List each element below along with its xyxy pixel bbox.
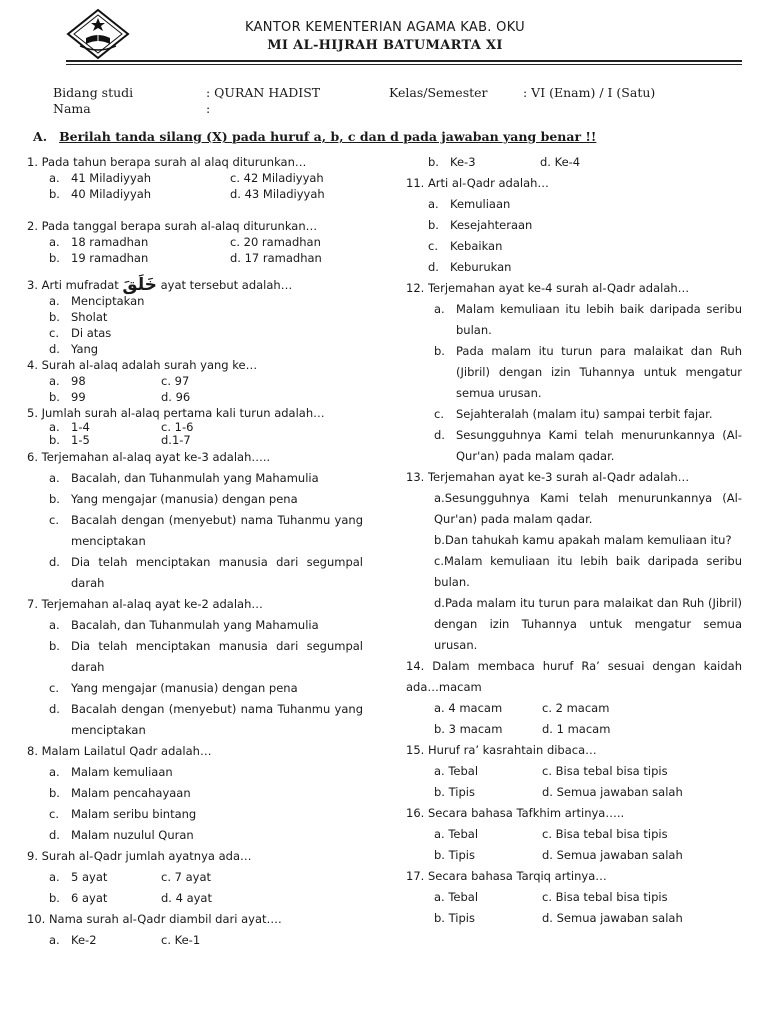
question-text: 10. Nama surah al-Qadr diambil dari ayat…. [27,912,282,926]
option-d[interactable]: d. Semua jawaban salah [542,848,683,862]
subject-value: : QURAN HADIST [206,85,321,100]
option-d[interactable]: d. Dia telah menciptakan manusia dari segumpal darah [49,555,363,590]
question-text: 7. Terjemahan al-alaq ayat ke-2 adalah… [27,597,263,611]
option-a[interactable]: a. 5 ayat [49,870,108,884]
option-a[interactable]: a. Tebal [434,827,479,841]
question-4 [27,357,363,405]
arabic-word: خَلَقَ [122,275,157,295]
option-b[interactable]: b. Pada malam itu turun para malaikat dan Ruh (Jibril) dengan izin Tuhannya untuk mengatur semua urusan. [434,344,742,400]
question-9 [27,846,363,909]
option-b[interactable]: b. 19 ramadhan [49,251,149,265]
question-text: 5. Jumlah surah al-alaq pertama kali turun adalah… [27,406,325,420]
option-a[interactable]: a. Tebal [434,764,479,778]
option-d[interactable]: d. Bacalah dengan (menyebut) nama Tuhanmu yang menciptakan [49,702,363,737]
question-11 [406,173,742,278]
option-d[interactable]: d. 43 Miladiyyah [230,187,325,201]
option-b[interactable]: b. Ke-3 [428,155,476,169]
question-text: 2. Pada tanggal berapa surah al-alaq diturunkan… [27,219,318,233]
school-name: MI AL-HIJRAH BATUMARTA XI [267,38,503,53]
option-c[interactable]: c. 97 [161,374,190,388]
option-c[interactable]: c. 7 ayat [161,870,212,884]
question-text: 9. Surah al-Qadr jumlah ayatnya ada… [27,849,252,863]
option-a[interactable]: a. Bacalah, dan Tuhanmulah yang Mahamulia [49,471,319,485]
question-text: 8. Malam Lailatul Qadr adalah… [27,744,212,758]
option-a[interactable]: a. Malam kemuliaan itu lebih baik daripada seribu bulan. [434,302,742,337]
option-b[interactable]: b. Malam pencahayaan [49,786,191,800]
option-d[interactable]: d.Pada malam itu turun para malaikat dan Ruh (Jibril) dengan izin Tuhannya untuk mengatur semua urusan. [434,596,742,652]
option-b[interactable]: b. Tipis [434,911,475,925]
option-b[interactable]: b. Sholat [49,310,108,324]
question-text: 17. Secara bahasa Tarqiq artinya… [406,869,607,883]
option-c[interactable]: c. Bisa tebal bisa tipis [542,827,668,841]
option-a[interactable]: a. 4 macam [434,701,503,715]
option-c[interactable]: c. Sejahteralah (malam itu) sampai terbit fajar. [434,407,713,421]
question-text: 6. Terjemahan al-alaq ayat ke-3 adalah….. [27,450,271,464]
option-a[interactable]: a. Menciptakan [49,294,145,308]
option-c[interactable]: c. 1-6 [161,420,194,434]
question-10-continued [406,154,742,170]
option-b[interactable]: b. 3 macam [434,722,503,736]
option-d[interactable]: d. Yang [49,342,99,356]
option-b[interactable]: b. Dia telah menciptakan manusia dari segumpal darah [49,639,363,674]
option-a[interactable]: a. 98 [49,374,86,388]
option-a[interactable]: a. 41 Miladiyyah [49,171,152,185]
option-c[interactable]: c. 2 macam [542,701,610,715]
option-b[interactable]: b. Tipis [434,848,475,862]
option-a[interactable]: a. 1-4 [49,420,90,434]
option-d[interactable]: d. 4 ayat [161,891,212,905]
option-d[interactable]: d. 1 macam [542,722,611,736]
option-d[interactable]: d. Semua jawaban salah [542,785,683,799]
option-b[interactable]: b. Kesejahteraan [428,218,533,232]
question-17 [406,866,742,929]
ministry-emblem-logo [64,8,132,60]
option-d[interactable]: d. Keburukan [428,260,512,274]
right-column [406,154,742,929]
question-text: 16. Secara bahasa Tafkhim artinya….. [406,806,625,820]
question-text: 11. Arti al-Qadr adalah… [406,176,549,190]
option-b[interactable]: b. 99 [49,390,86,404]
class-label: Kelas/Semester [389,85,488,100]
question-10 [27,909,363,951]
question-text: 3. Arti mufradat خَلَقَ ayat tersebut adalah… [27,275,293,295]
option-d[interactable]: d.1-7 [161,433,191,447]
option-c[interactable]: c. Bacalah dengan (menyebut) nama Tuhanmu yang menciptakan [49,513,363,548]
option-b[interactable]: b. 6 ayat [49,891,108,905]
option-b[interactable]: b.Dan tahukah kamu apakah malam kemuliaan itu? [434,533,732,547]
option-d[interactable]: d. Sesungguhnya Kami telah menurunkannya (Al-Qur'an) pada malam qadar. [434,428,742,463]
option-d[interactable]: d. Ke-4 [540,155,581,169]
question-16 [406,803,742,866]
option-c[interactable]: c. Bisa tebal bisa tipis [542,890,668,904]
question-6 [27,447,363,594]
option-d[interactable]: d. 17 ramadhan [230,251,322,265]
option-c[interactable]: c. Di atas [49,326,112,340]
question-2 [27,218,363,266]
question-1 [27,154,363,202]
option-c[interactable]: c. 20 ramadhan [230,235,321,249]
option-a[interactable]: a. Malam kemuliaan [49,765,173,779]
question-text: 15. Huruf ra’ kasrahtain dibaca… [406,743,597,757]
option-d[interactable]: d. 96 [161,390,191,404]
question-12 [406,278,742,467]
class-value: : VI (Enam) / I (Satu) [523,85,656,100]
name-label: Nama [53,101,91,116]
header-rule-thin [66,64,742,65]
option-a[interactable]: a.Sesungguhnya Kami telah menurunkannya (Al-Qur'an) pada malam qadar. [434,491,742,526]
name-value: : [206,101,211,116]
question-text: 14. Dalam membaca huruf Ra’ sesuai dengan kaidah ada…macam [406,659,742,694]
option-c[interactable]: c. Malam seribu bintang [49,807,197,821]
left-column [27,154,363,951]
section-letter: A. [33,129,48,144]
option-a[interactable]: a. Bacalah, dan Tuhanmulah yang Mahamulia [49,618,319,632]
subject-label: Bidang studi [53,85,134,100]
option-c[interactable]: c. 42 Miladiyyah [230,171,324,185]
option-c[interactable]: c. Yang mengajar (manusia) dengan pena [49,681,298,695]
question-13 [406,467,742,656]
option-a[interactable]: a. 18 ramadhan [49,235,149,249]
option-c[interactable]: c. Ke-1 [161,933,201,947]
option-d[interactable]: d. Semua jawaban salah [542,911,683,925]
option-b[interactable]: b. 1-5 [49,433,90,447]
question-text: 12. Terjemahan ayat ke-4 surah al-Qadr adalah… [406,281,690,295]
header-rule-thick [66,60,742,62]
option-c[interactable]: c. Bisa tebal bisa tipis [542,764,668,778]
option-d[interactable]: d. Malam nuzulul Quran [49,828,194,842]
question-text: 13. Terjemahan ayat ke-3 surah al-Qadr adalah… [406,470,690,484]
section-instruction [33,129,596,144]
office-name: KANTOR KEMENTERIAN AGAMA KAB. OKU [245,20,525,35]
option-a[interactable]: a. Ke-2 [49,933,97,947]
question-3 [27,277,363,357]
option-b[interactable]: b. 40 Miladiyyah [49,187,152,201]
question-15 [406,740,742,803]
option-b[interactable]: b. Yang mengajar (manusia) dengan pena [49,492,298,506]
option-c[interactable]: c. Kebaikan [428,239,503,253]
question-7 [27,594,363,741]
option-c[interactable]: c.Malam kemuliaan itu lebih baik daripada seribu bulan. [434,554,742,589]
question-8 [27,741,363,846]
instruction-text: Berilah tanda silang (X) pada huruf a, b, c dan d pada jawaban yang benar !! [59,129,597,144]
question-text: 4. Surah al-alaq adalah surah yang ke… [27,358,258,372]
option-b[interactable]: b. Tipis [434,785,475,799]
question-5 [27,405,363,447]
question-text: 1. Pada tahun berapa surah al alaq diturunkan… [27,155,307,169]
option-a[interactable]: a. Tebal [434,890,479,904]
option-a[interactable]: a. Kemuliaan [428,197,511,211]
question-14 [406,656,742,740]
